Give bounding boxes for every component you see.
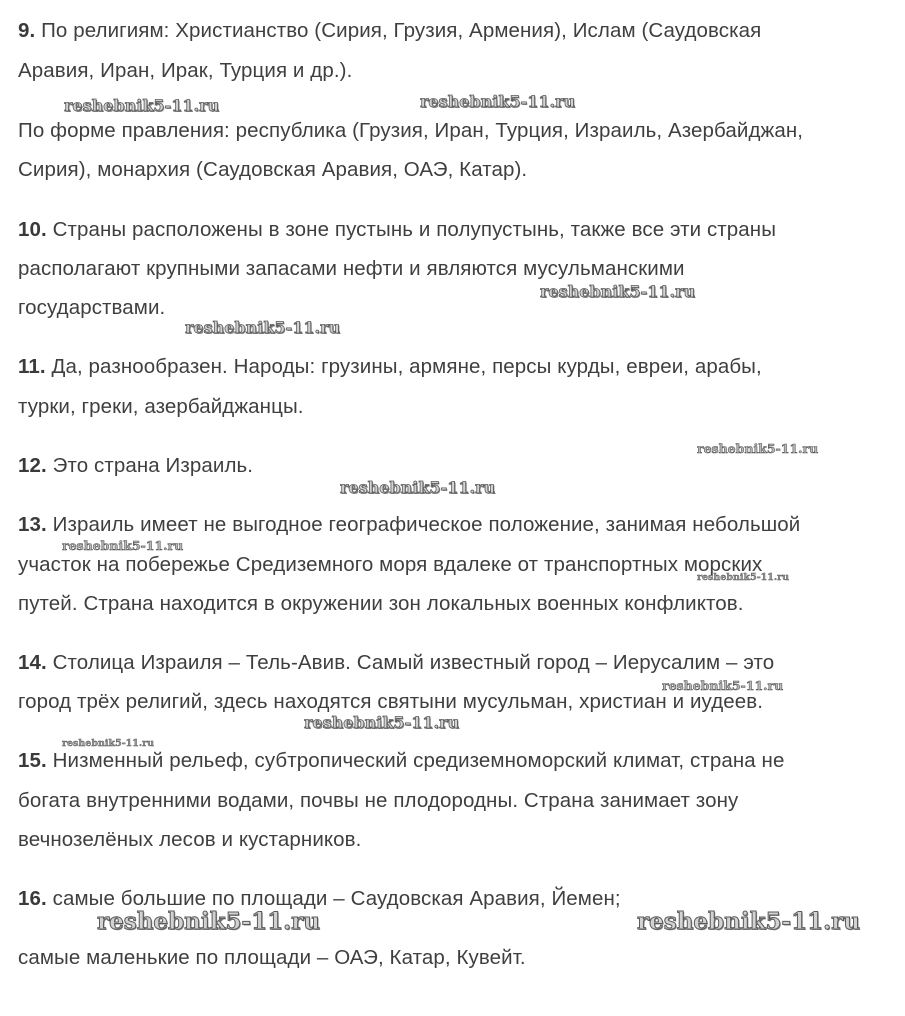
answer-9-line-2: Аравия, Иран, Ирак, Турция и др.).: [18, 59, 353, 82]
answer-13-line-2: участок на побережье Средиземного моря вдалеке от транспортных морских: [18, 553, 763, 576]
answer-13-text-1: Израиль имеет не выгодное географическое положение, занимая небольшой: [52, 513, 801, 536]
watermark: reshebnik5-11.ru: [637, 908, 860, 935]
answer-15-number: 15.: [18, 749, 47, 772]
answer-14-line-1: [18, 650, 774, 676]
answer-11-text-1: Да, разнообразен. Народы: грузины, армяне, персы курды, евреи, арабы,: [51, 355, 762, 378]
watermark: reshebnik5-11.ru: [340, 478, 496, 497]
watermark: reshebnik5-11.ru: [697, 572, 790, 583]
watermark: reshebnik5-11.ru: [697, 441, 819, 456]
answer-15-line-3: вечнозелёных лесов и кустарников.: [18, 828, 362, 851]
watermark: reshebnik5-11.ru: [64, 96, 220, 115]
answer-12-text-1: Это страна Израиль.: [52, 454, 254, 477]
answer-10-line-1: [18, 217, 776, 243]
answer-11-line-2: турки, греки, азербайджанцы.: [18, 395, 304, 418]
watermark: reshebnik5-11.ru: [62, 538, 184, 553]
answer-12-line-1: [18, 453, 253, 479]
answer-15-text-1: Низменный рельеф, субтропический средиземноморский климат, страна не: [52, 749, 785, 772]
answer-14-line-2: город трёх религий, здесь находятся святыни мусульман, христиан и иудеев.: [18, 690, 764, 713]
answer-14-text-1: Столица Израиля – Тель-Авив. Самый известный город – Иерусалим – это: [52, 651, 775, 674]
answer-9-gov-line-1: По форме правления: республика (Грузия, Иран, Турция, Израиль, Азербайджан,: [18, 119, 804, 142]
watermark: reshebnik5-11.ru: [420, 92, 576, 111]
answer-14-number: 14.: [18, 651, 47, 674]
watermark: reshebnik5-11.ru: [662, 678, 784, 693]
answer-12-number: 12.: [18, 454, 47, 477]
answer-16-text-1: самые большие по площади – Саудовская Аравия, Йемен;: [52, 887, 621, 910]
answer-13-line-1: [18, 512, 800, 538]
answer-10-number: 10.: [18, 218, 47, 241]
answer-15-line-1: [18, 748, 784, 774]
answer-16-number: 16.: [18, 887, 47, 910]
watermark: reshebnik5-11.ru: [540, 282, 696, 301]
answer-9-number: 9.: [18, 19, 36, 42]
answer-9-gov-line-2: Сирия), монархия (Саудовская Аравия, ОАЭ, Катар).: [18, 158, 528, 181]
watermark: reshebnik5-11.ru: [97, 908, 320, 935]
answer-9-line-1: [18, 18, 761, 44]
answer-15-line-2: богата внутренними водами, почвы не плодородны. Страна занимает зону: [18, 789, 739, 812]
answer-11-number: 11.: [18, 355, 46, 378]
answer-11-line-1: [18, 354, 762, 380]
answer-16-line-2: самые маленькие по площади – ОАЭ, Катар, Кувейт.: [18, 946, 526, 969]
watermark: reshebnik5-11.ru: [185, 318, 341, 337]
answer-9-text-1: По религиям: Христианство (Сирия, Грузия, Армения), Ислам (Саудовская: [41, 19, 762, 42]
answer-13-line-3: путей. Страна находится в окружении зон локальных военных конфликтов.: [18, 592, 744, 615]
answer-13-number: 13.: [18, 513, 47, 536]
watermark: reshebnik5-11.ru: [304, 713, 460, 732]
answer-10-text-1: Страны расположены в зоне пустынь и полупустынь, также все эти страны: [52, 218, 777, 241]
answer-10-line-2: располагают крупными запасами нефти и являются мусульманскими: [18, 257, 685, 280]
answer-10-line-3: государствами.: [18, 296, 166, 319]
watermark: reshebnik5-11.ru: [62, 738, 155, 749]
